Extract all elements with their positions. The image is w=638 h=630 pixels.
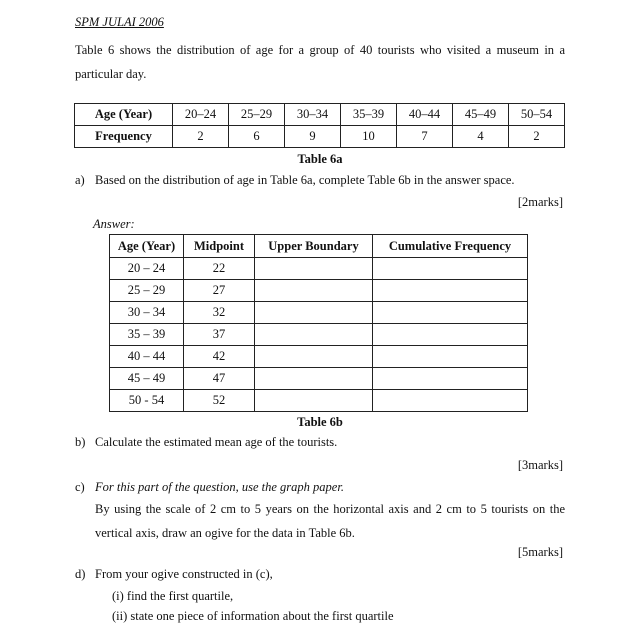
- question-a: [75, 173, 515, 188]
- upper-boundary-cell[interactable]: [255, 346, 373, 368]
- table-row: [110, 390, 528, 412]
- age-cell: 30 – 34: [110, 302, 184, 324]
- midpoint-cell: 22: [184, 258, 255, 280]
- frequency-cell: 9: [285, 126, 341, 148]
- table-6a-frequency-row: [75, 126, 565, 148]
- question-c-label: c): [75, 480, 85, 494]
- cumulative-frequency-cell[interactable]: [373, 302, 528, 324]
- cumulative-frequency-cell[interactable]: [373, 390, 528, 412]
- age-cell: 50 - 54: [110, 390, 184, 412]
- midpoint-cell: 47: [184, 368, 255, 390]
- question-b-label: b): [75, 435, 86, 449]
- question-b: [75, 435, 337, 450]
- question-b-marks: [3marks]: [517, 458, 563, 472]
- midpoint-cell: 37: [184, 324, 255, 346]
- answer-label: Answer:: [93, 217, 135, 231]
- cumulative-frequency-cell[interactable]: [373, 280, 528, 302]
- column-header-upper-boundary: Upper Boundary: [255, 235, 373, 258]
- midpoint-cell: 27: [184, 280, 255, 302]
- upper-boundary-cell[interactable]: [255, 368, 373, 390]
- column-header-age: Age (Year): [110, 235, 184, 258]
- table-row: [110, 324, 528, 346]
- question-a-text: Based on the distribution of age in Table 6a, complete Table 6b in the answer space.: [95, 173, 515, 187]
- column-header-cumulative-frequency: Cumulative Frequency: [373, 235, 528, 258]
- age-cell: 30–34: [285, 104, 341, 126]
- age-cell: 40–44: [397, 104, 453, 126]
- table-6a-caption: Table 6a: [297, 152, 343, 166]
- age-cell: 40 – 44: [110, 346, 184, 368]
- midpoint-cell: 52: [184, 390, 255, 412]
- question-b-text: Calculate the estimated mean age of the tourists.: [95, 435, 338, 449]
- cumulative-frequency-cell[interactable]: [373, 346, 528, 368]
- age-cell: 35 – 39: [110, 324, 184, 346]
- upper-boundary-cell[interactable]: [255, 324, 373, 346]
- age-cell: 25–29: [229, 104, 285, 126]
- table-6b-header-row: [110, 235, 528, 258]
- frequency-header-cell: Frequency: [75, 126, 173, 148]
- frequency-cell: 2: [173, 126, 229, 148]
- upper-boundary-cell[interactable]: [255, 280, 373, 302]
- frequency-cell: 2: [509, 126, 565, 148]
- frequency-cell: 7: [397, 126, 453, 148]
- age-cell: 50–54: [509, 104, 565, 126]
- midpoint-cell: 42: [184, 346, 255, 368]
- upper-boundary-cell[interactable]: [255, 390, 373, 412]
- cumulative-frequency-cell[interactable]: [373, 258, 528, 280]
- question-d: [75, 567, 273, 582]
- age-cell: 35–39: [341, 104, 397, 126]
- question-a-marks: [2marks]: [517, 195, 563, 209]
- cumulative-frequency-cell[interactable]: [373, 324, 528, 346]
- table-6a-age-row: [75, 104, 565, 126]
- table-6a: [74, 103, 565, 148]
- question-d-label: d): [75, 567, 86, 581]
- question-d-text: From your ogive constructed in (c),: [95, 567, 273, 581]
- age-cell: 45–49: [453, 104, 509, 126]
- age-cell: 20 – 24: [110, 258, 184, 280]
- question-d-part-i: (i) find the first quartile,: [112, 589, 234, 603]
- table-row: [110, 258, 528, 280]
- table-row: [110, 280, 528, 302]
- question-c: [75, 480, 344, 495]
- question-c-text: For this part of the question, use the graph paper.: [95, 480, 344, 494]
- question-c-marks: [5marks]: [517, 545, 563, 559]
- age-cell: 45 – 49: [110, 368, 184, 390]
- age-cell: 20–24: [173, 104, 229, 126]
- frequency-cell: 6: [229, 126, 285, 148]
- table-row: [110, 368, 528, 390]
- question-c-body: By using the scale of 2 cm to 5 years on the horizontal axis and 2 cm to 5 tourists on the vertical axis, draw an ogive for the data in Table 6b.: [95, 502, 565, 540]
- cumulative-frequency-cell[interactable]: [373, 368, 528, 390]
- column-header-midpoint: Midpoint: [184, 235, 255, 258]
- age-cell: 25 – 29: [110, 280, 184, 302]
- midpoint-cell: 32: [184, 302, 255, 324]
- table-6b-caption: Table 6b: [297, 415, 343, 429]
- table-row: [110, 346, 528, 368]
- upper-boundary-cell[interactable]: [255, 302, 373, 324]
- upper-boundary-cell[interactable]: [255, 258, 373, 280]
- frequency-cell: 10: [341, 126, 397, 148]
- intro-paragraph: Table 6 shows the distribution of age for a group of 40 tourists who visited a museum in a particular day.: [75, 43, 565, 81]
- frequency-cell: 4: [453, 126, 509, 148]
- table-6b: [109, 234, 528, 412]
- question-d-part-ii: (ii) state one piece of information about the first quartile: [112, 609, 394, 623]
- age-header-cell: Age (Year): [75, 104, 173, 126]
- table-row: [110, 302, 528, 324]
- source-header: SPM JULAI 2006: [75, 15, 164, 29]
- question-a-label: a): [75, 173, 85, 187]
